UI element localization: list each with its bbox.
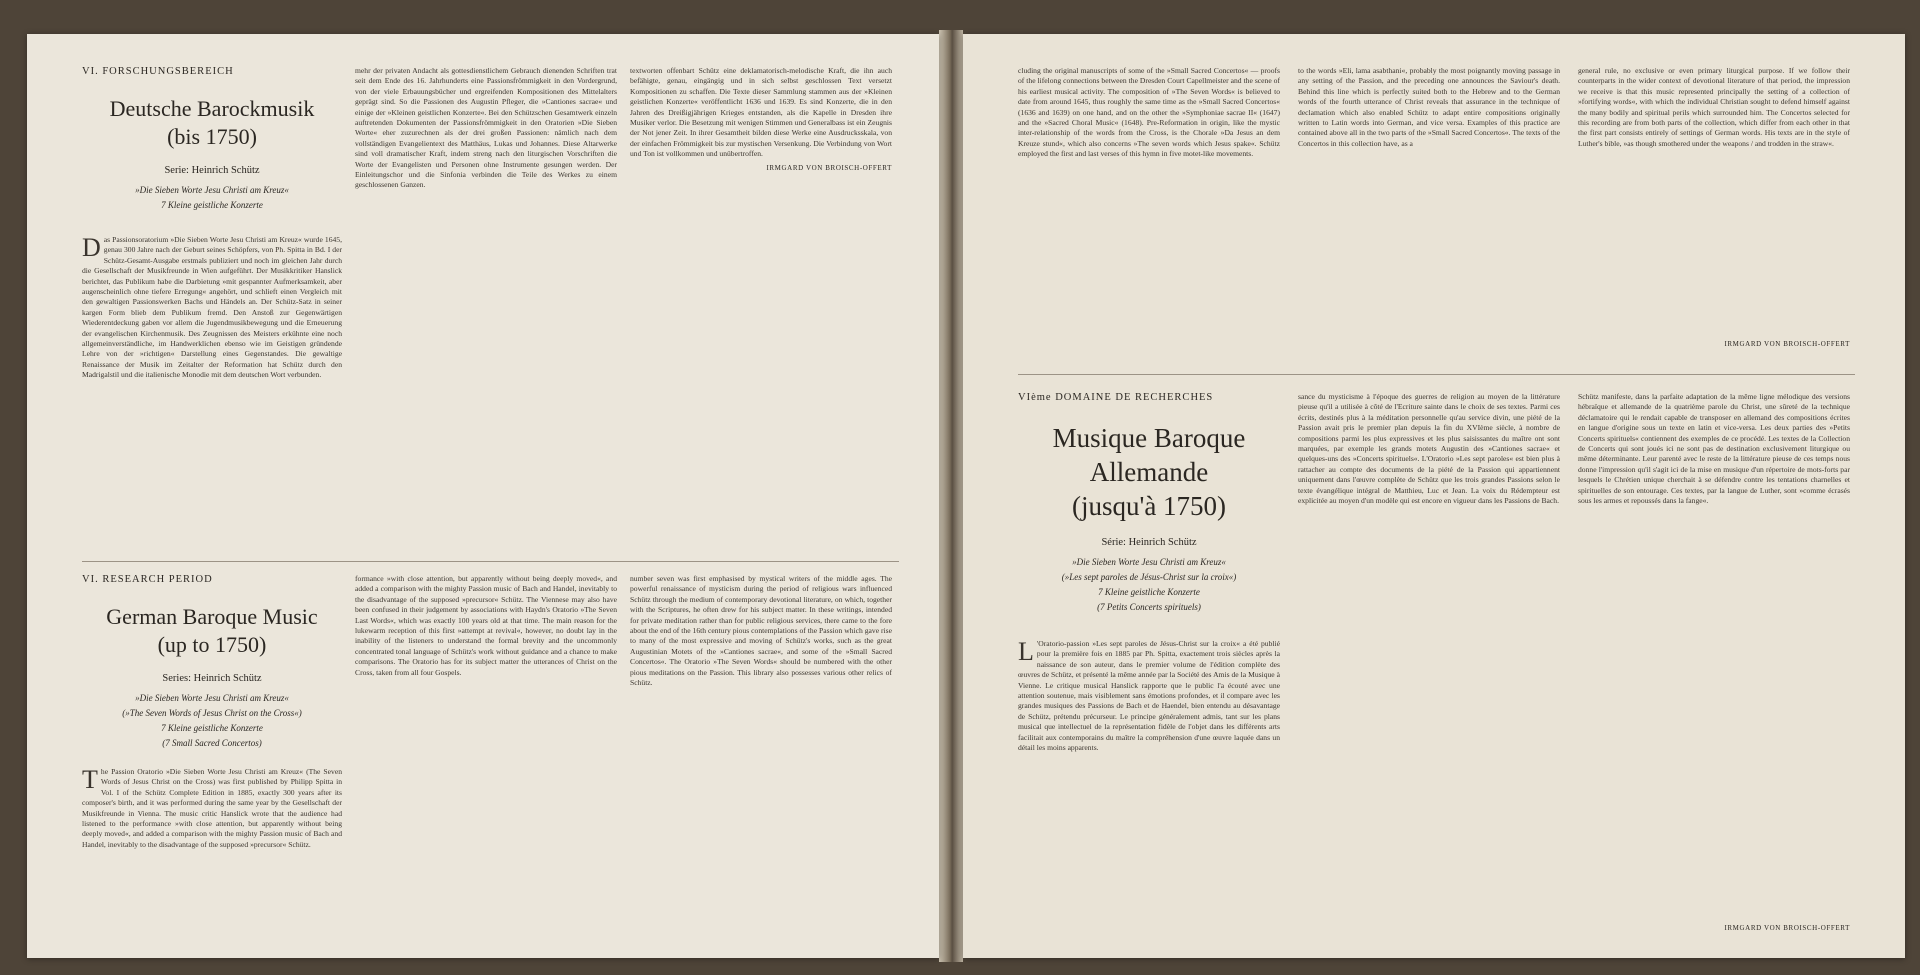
- english-cont-col-3: [1578, 66, 1850, 362]
- german-text-2: mehr der privaten Andacht als gottesdienstlichem Gebrauch dienenden Schriften trat seit dem Ende des 16. Jahrhunderts eine Passionsfrömmigkeit in den Vordergrund, von der viele Erbauungsbücher und ergreifenden Kompositionen des Mittelalters geprägt sind. So die Passionen des Augustin Pfleger, die »Cantiones sacrae« und einige der »Kleinen geistlichen Konzerte«. Bei den Schützschen Gesamtwerk einzeln auftretenden Dokumenten der Passionsfrömmigkeit in den Oratorien »Die Sieben Worte« eher zuzurechnen als der drei großen Passionen: nämlich nach dem vollständigen Evangelientext des Matthäus, Lukas und Johannes. Diese Altarwerke sind voll dramatischer Kraft, indem streng nach den liturgischen Vorschriften die Worte der Evangelisten und Personen ohne Instrumente gesungen werden. Der Einleitungschor und die Sinfonia verbinden die Teile des Werkes zu einem geschlossenen Ganzen.: [355, 66, 617, 190]
- english-text-3: number seven was first emphasised by mystical writers of the middle ages. The powerful renaissance of mysticism during the period of religious wars influenced Schütz through the medium of contemporary devotional literature, on which, together with the Scriptures, he often drew for his subject matter. In these writings, intended for private meditation rather than for public religious services, there came to the fore about the end of the 16th century pious contemplations of the Passion which gave rise to many of the most expressive and moving of Schütz's works, such as the great Augustinian Motets of the »Cantiones sacrae«, and some of the »Small Sacred Concertos«. The Oratorio »The Seven Words« should be numbered with the other pious meditations on the Passion. This library also possesses various other relics of Schütz.: [630, 574, 892, 688]
- section-divider-right: [1018, 374, 1855, 375]
- french-series: Série: Heinrich Schütz: [1101, 537, 1197, 548]
- english-work-1: »Die Sieben Worte Jesu Christi am Kreuz«: [135, 693, 289, 703]
- french-text-1: 'Oratorio-passion »Les sept paroles de Jésus-Christ sur la croix« a été publié pour la première fois en 1885 par Ph. Spitta, exactement trois siècles après la naissance de son auteur, dans le premier volume de l'édition complète des œuvres de Schütz, et présenté la même année par la Société des Amis de la Musique à Vienne. Le critique musical Hanslick rapporte que le public l'a écouté avec une attention soutenue, mais visiblement sans émotions profondes, et il compare avec les grandes musiques des Passions de Bach et de Haendel, bien entendu au désavantage de Schütz, prétendu précurseur. Le principe généralement admis, tant sur les plans musical que intellectuel de la représentation fidèle de l'objet dans les différents arts facilitait aux contemporains du maître la compréhension d'une œuvre laquée dans un détail les moins apparents.: [1018, 639, 1280, 753]
- german-work-1: »Die Sieben Worte Jesu Christi am Kreuz«: [135, 185, 289, 195]
- section-divider-left: [82, 561, 899, 562]
- french-signature: IRMGARD VON BROISCH-OFFERT: [1724, 924, 1850, 932]
- english-section: [27, 574, 939, 958]
- german-series: Serie: Heinrich Schütz: [164, 165, 260, 176]
- french-work-3: 7 Kleine geistliche Konzerte: [1098, 587, 1200, 597]
- english-title-line2: (up to 1750): [157, 632, 267, 657]
- german-text-1: as Passionsoratorium »Die Sieben Worte Jesu Christi am Kreuz« wurde 1645, genau 300 Jahre nach der Geburt seines Schöpfers, von Ph. Spitta in Bd. I der Schütz-Gesamt-Ausgabe erstmals publiziert und noch im gleichen Jahr durch die Gesellschaft der Musikfreunde in Wien aufgeführt. Der Musikkritiker Hanslick berichtet, das Publikum habe die Darbietung »mit gespannter Aufmerksamkeit, aber augenscheinlich ohne tiefere Erregung« angehört, und schlieft einen Vergleich mit den gewaltigen Passionswerken Bachs und Händels an. Der Schütz-Satz in seiner kargen Form blieb dem Publikum fremd. Den Anstoß zur Gegenwärtigen Wiederentdeckung gaben vor allem die Jugendmusikbewegung und die Erneuerung der evangelischen Kirchenmusik. Des Zeugnissen des Meisters erkühnte eine noch allgemeinverständliche, im Handwerklichen ebenso wie im Geistigen gründende Lehre von der »richtigen« Darstellung eines Gegenstandes. Die gewaltige Renaissance der Musik im Zeitalter der Reformation hat Schütz durch den Madrigalstil und die italienische Monodie mit dem deutschen Wort verbunden.: [82, 235, 342, 380]
- french-kicker: VIème DOMAINE DE RECHERCHES: [1018, 392, 1214, 403]
- english-col-3: [630, 574, 892, 954]
- german-work-2: 7 Kleine geistliche Konzerte: [161, 200, 263, 210]
- german-col-1: [82, 66, 342, 554]
- english-work-2: (»The Seven Words of Jesus Christ on the Cross«): [122, 708, 302, 718]
- french-section: [963, 392, 1905, 958]
- french-title: [1018, 421, 1280, 523]
- english-cont-text-1: cluding the original manuscripts of some of the »Small Sacred Concertos« — proofs of the lifelong connections between the Dresden Court Capellmeister and the scene of his earliest musical activity. The composition of »The Seven Words« is believed to date from around 1645, thus roughly the same time as the »Small Sacred Concertos« (1636 and 1639) on one hand, and on the other the »Symphoniae sacrae II« (1647) and the »Sacred Choral Music« (1648). Pre-Reformation in origin, like the mystic inter-relationship of the words from the Cross, is the Chorale »Da Jesus an dem Kreuze stund«, which also concerns »The seven words which Jesus spake«. Schütz employed the first and last verses of this hymn in five motet-like movements.: [1018, 66, 1280, 159]
- right-page: [963, 34, 1905, 958]
- french-work-2: (»Les sept paroles de Jésus-Christ sur la croix«): [1061, 572, 1237, 582]
- english-body-1: [82, 767, 342, 850]
- german-signature: IRMGARD VON BROISCH-OFFERT: [766, 163, 892, 172]
- french-title-line2: (jusqu'à 1750): [1071, 491, 1227, 521]
- german-title-line1: Deutsche Barockmusik: [109, 96, 315, 121]
- english-work-4: (7 Small Sacred Concertos): [162, 738, 262, 748]
- english-text-1: he Passion Oratorio »Die Sieben Worte Jesu Christi am Kreuz« (The Seven Words of Jesus Christ on the Cross) was first published by Philipp Spitta in Vol. I of the Schütz Complete Edition in 1885, exactly 300 years after its composer's birth, and it was performed during the same year by the Gesellschaft der Musikfreunde in Vienna. The music critic Hanslick wrote that the audience had listened to the performance »with close attention, but apparently without being deeply moved«, and added a comparison with the mighty Passion music of Bach and Handel, inevitably to the disadvantage of the supposed »precursor« Schütz.: [82, 767, 342, 849]
- french-col-3: [1578, 392, 1850, 952]
- french-body-1: [1018, 639, 1280, 753]
- english-text-2: formance »with close attention, but apparently without being deeply moved«, and added a comparison with the mighty Passion music of Bach and Handel, inevitably to the disadvantage of the supposed »precursor« Schütz. The Viennese may also have been confused in their judgement by associations with Haydn's Oratorio »The Seven Last Words«, which was exactly 100 years old at that time. The main reason for the lukewarm reception of this first »attempt at revival«, however, no doubt lay in the inability of the listeners to understand the formal brevity and the uncommonly concentrated tonal language of Schütz's work without guidance and a chance to make comparisons. The Oratorio has for its subject matter the utterances of Christ on the Cross, taken from all four Gospels.: [355, 574, 617, 677]
- german-body-1: [82, 235, 342, 381]
- french-work-4: (7 Petits Concerts spirituels): [1097, 602, 1201, 612]
- german-title-line2: (bis 1750): [167, 124, 257, 149]
- english-work-3: 7 Kleine geistliche Konzerte: [161, 723, 263, 733]
- german-section: [27, 34, 939, 559]
- english-col-2: [355, 574, 617, 954]
- german-text-3: textworten offenbart Schütz eine deklamatorisch-melodische Kraft, die ihn auch befähigte, genau, eingängig und in sich selbst geschlossen Text versetzt Kompositionen zu schaffen. Die Texte dieser Sammlung stammen aus der »Kleinen geistlichen Konzerte« veröffentlicht 1636 und 1639. Es sind Konzerte, die in den Jahren des Dreißigjährigen Krieges entstanden, als die Kapelle in Dresden ihre Musiker verlor. Die Besetzung mit wenigen Stimmen und Generalbass ist ein Zeugnis der Not jener Zeit. In ihrer Gesamtheit bilden diese Werke eine Ausdrucksskala, von der einfachen Frömmigkeit bis zur mystischen Versenkung. Die Verbindung von Wort und Ton ist vollkommen und unübertroffen.: [630, 66, 892, 159]
- german-kicker: VI. FORSCHUNGSBEREICH: [82, 66, 234, 77]
- french-col-1: [1018, 392, 1280, 952]
- english-cont-text-2: to the words »Eli, lama asabthani«, probably the most poignantly moving passage in any setting of the Passion, and the preceding one announces the Saviour's death. Behind this line which is perfectly suited both to the Hebrew and to the German words of the fourth utterance of Christ reveals that assurance in the technique of declamation which also enabled Schütz to adapt entire compositions originally written to Latin words into German, and vice versa. Examples of this practice are contained above all in the two parts of the »Small Sacred Concertos«. The texts of the Concertos in this collection have, as a: [1298, 66, 1560, 148]
- english-series: Series: Heinrich Schütz: [162, 673, 262, 684]
- french-text-2: sance du mysticisme à l'époque des guerres de religion au moyen de la littérature pieuse qu'il a utilisée à côté de l'Ecriture sainte dans le choix de ses textes. Parmi ces écrits, destinés plus à la méditation personnelle qu'au service divin, une piété de la Passion avait pris le premier plan depuis la fin du XVIème siècle, à nombre de compositions parmi les plus expressives et les plus saisissantes du maître ont sont marquées, par exemple les grands motets Augustin des »Cantiones sacrae« et quelques-uns des »Concerts spirituels«. L'Oratorio »Les sept paroles« est bien plus à rattacher au compte des documents de la piété de la Passion qui appartiennent uniquement dans l'œuvre complète de Schütz que les trois grandes Passions selon le texte évangélique intégral de Matthieu, Luc et Jean. La voix du Rédempteur est explicitée au moyen d'un modèle qui est encore en vigueur dans les Passions de Bach.: [1298, 392, 1560, 506]
- english-title-line1: German Baroque Music: [106, 604, 318, 629]
- english-continuation: [963, 34, 1905, 364]
- english-kicker: VI. RESEARCH PERIOD: [82, 574, 213, 585]
- english-cont-text-3: general rule, no exclusive or even primary liturgical purpose. If we follow their counterparts in the wider context of devotional literature of that period, the impression we receive is that this music represented principally the setting of a collection of »fortifying words«, with which the individual Christian sought to defend himself against the many bodily and spiritual perils which surrounded him. The Concertos selected for this recording are from both parts of the collection, which differ from each other in that the first part consists entirely of settings of German words. His texts are in the style of Luther's bible, »as though smothered under the weapons / and trodden in the straw«.: [1578, 66, 1850, 148]
- english-cont-col-1: [1018, 66, 1280, 356]
- french-text-3: Schütz manifeste, dans la parfaite adaptation de la même ligne mélodique des versions hébraïque et allemande de la quatrième parole du Christ, une sûreté de la technique déclamatoire qui le rendait capable de transposer en allemand des compositions écrites en langue d'origine sous un texte en latin et vice-versa. Les deux parties des »Petits Concerts spirituels« contiennent des exemples de ce procédé. Les textes de la Collection de Concerts qui sont joués ici ne sont pas de destination exclusivement liturgique ou même déterminante. Leur parenté avec le reste de la littérature pieuse de ces temps nous donne l'impression qu'il s'agit ici de la mise en musique d'un répertoire de mots-forts par lesquels le Chrétien unique cherchait à se défendre contre les tentations charnelles et spirituelles de son entourage. Ces textes, par la langue de Luther, sont »comme écrasés sous les armes et repoussés dans la fange«.: [1578, 392, 1850, 506]
- french-dropcap: L: [1018, 637, 1034, 666]
- french-work-1: »Die Sieben Worte Jesu Christi am Kreuz«: [1072, 557, 1226, 567]
- english-dropcap: T: [82, 765, 98, 794]
- french-col-2: [1298, 392, 1560, 952]
- left-page: [27, 34, 939, 958]
- german-title: [82, 95, 342, 151]
- english-cont-col-2: [1298, 66, 1560, 356]
- binding-fold: [939, 30, 963, 962]
- french-title-line1: Musique Baroque Allemande: [1052, 423, 1246, 487]
- english-signature: IRMGARD VON BROISCH-OFFERT: [1724, 340, 1850, 348]
- german-dropcap: D: [82, 233, 101, 262]
- english-col-1: [82, 574, 342, 954]
- english-title: [82, 603, 342, 659]
- german-col-3: [630, 66, 892, 554]
- german-col-2: [355, 66, 617, 554]
